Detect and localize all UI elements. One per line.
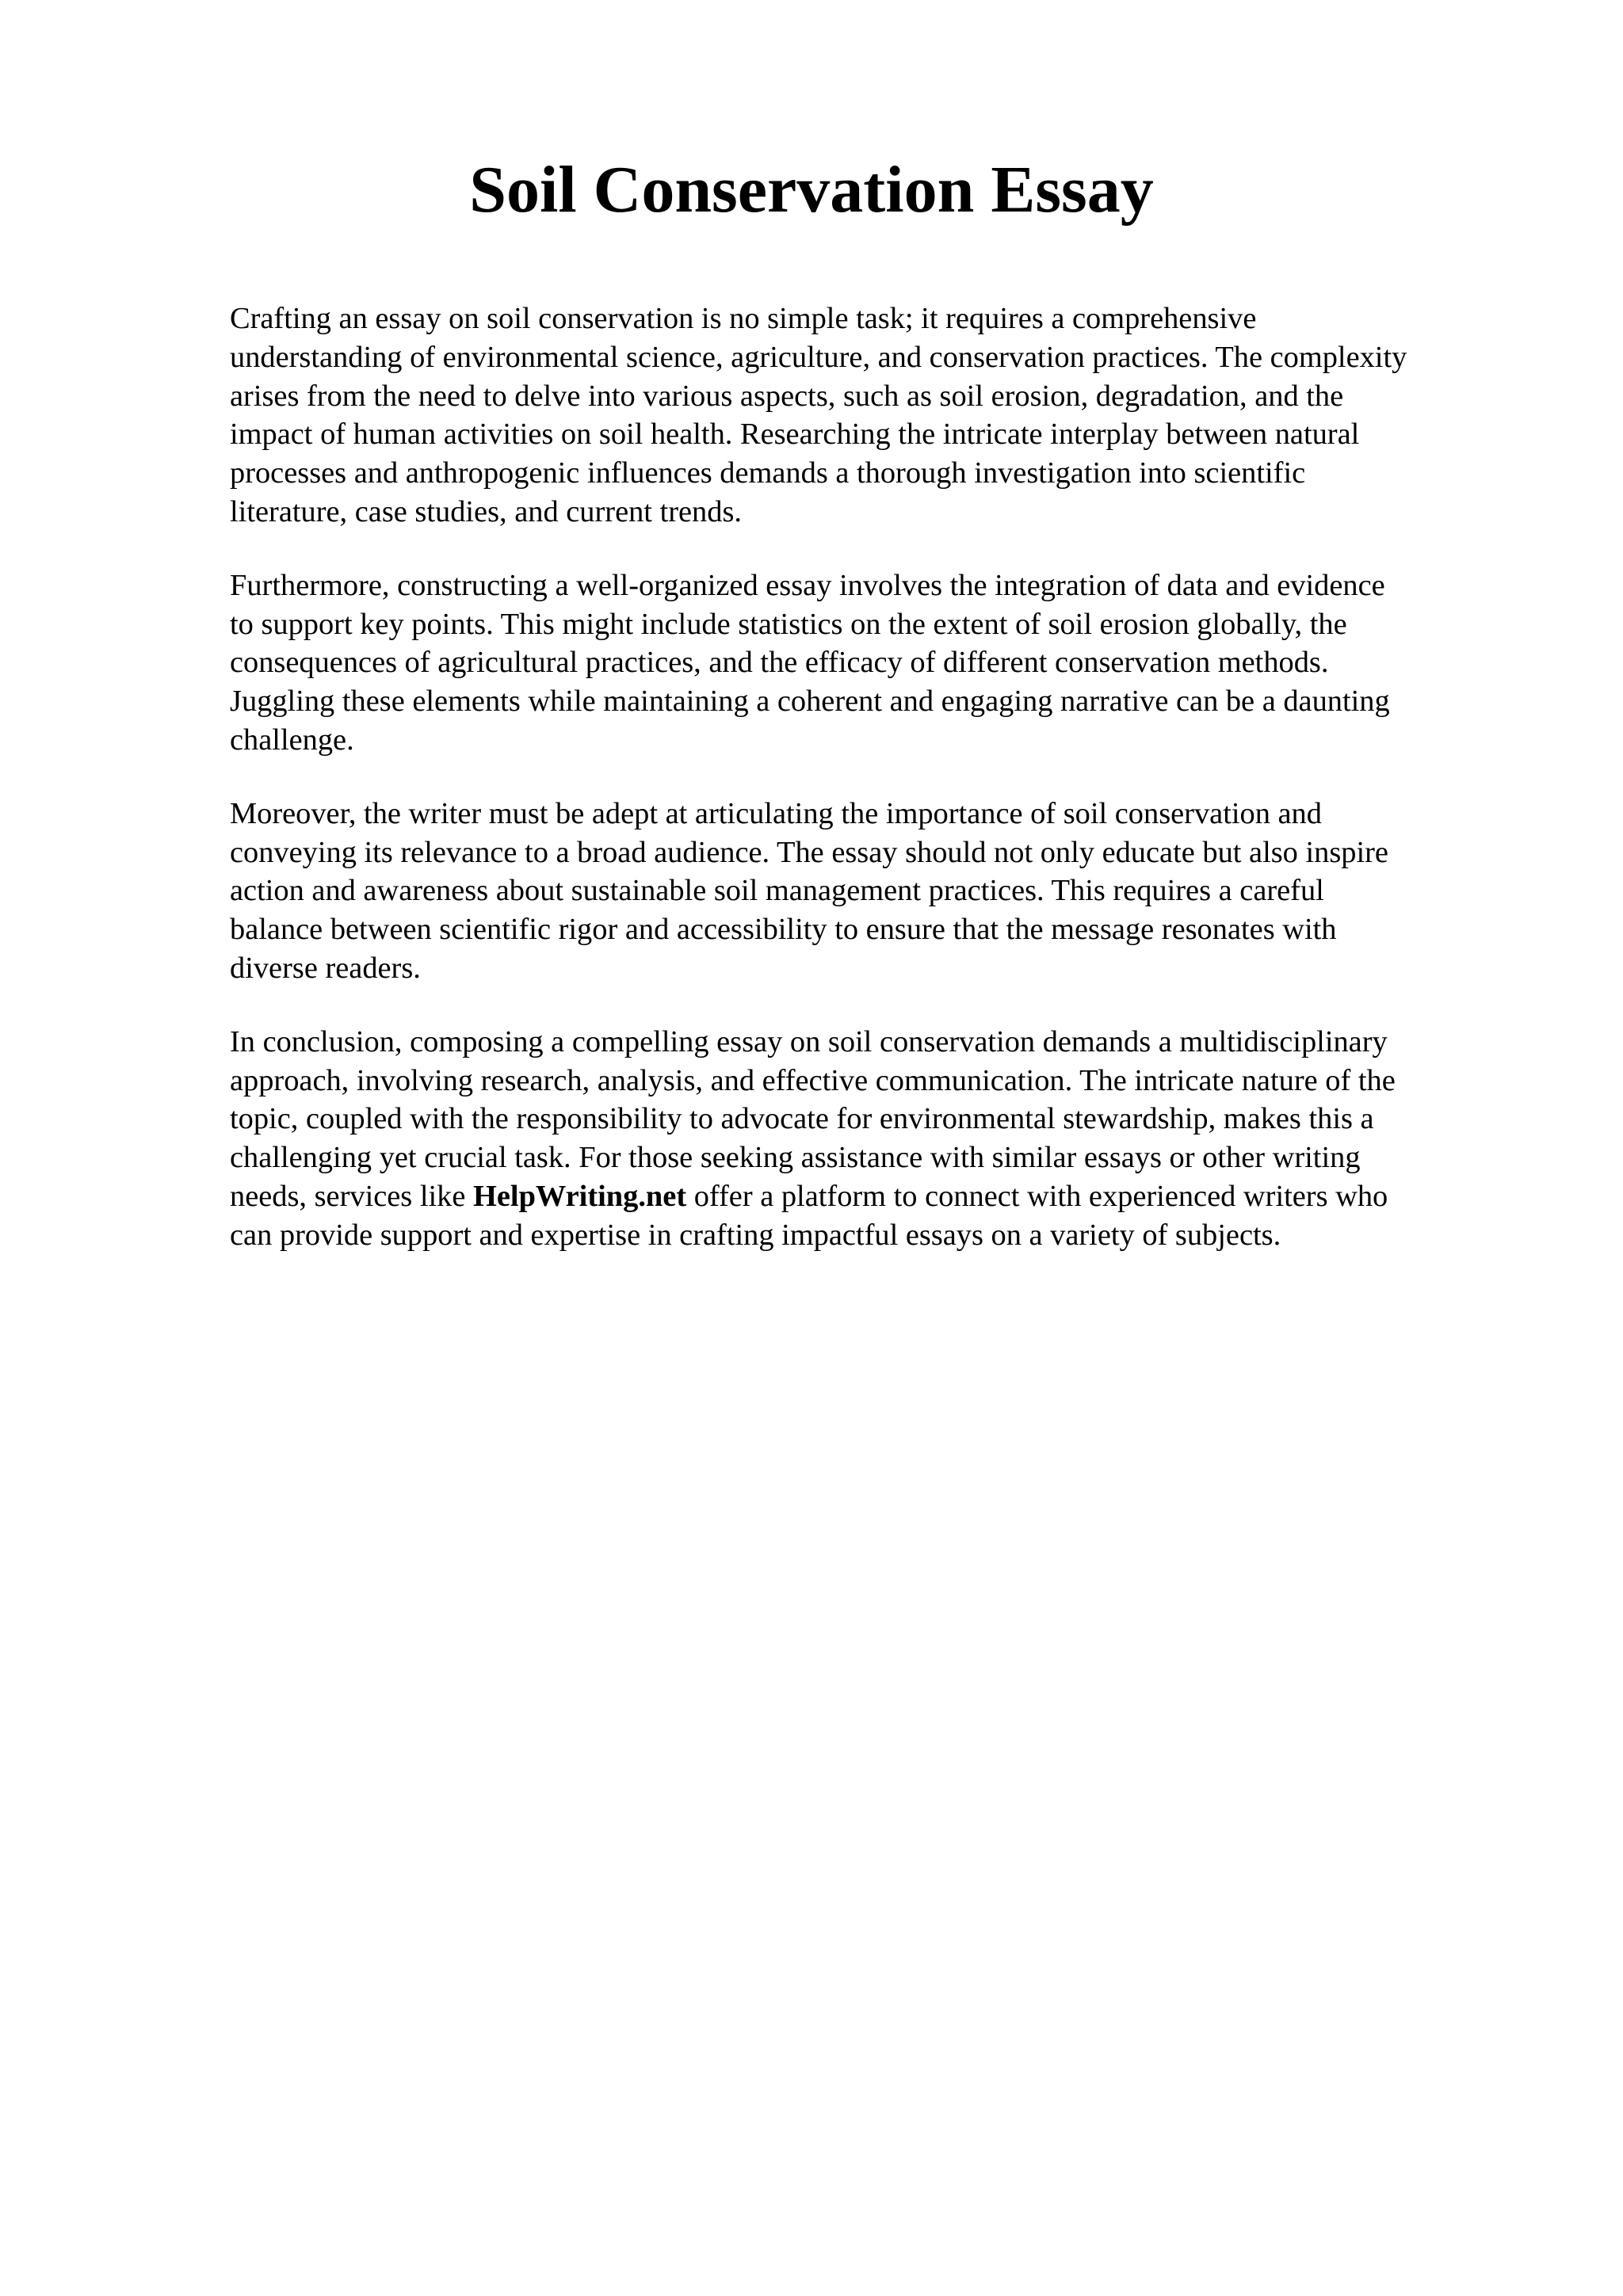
paragraph-line: Juggling these elements while maintaining a coherent and engaging narrative can be a daunting xyxy=(230,685,1390,719)
paragraph-1 xyxy=(230,299,1498,532)
essay-body xyxy=(230,299,1498,1290)
paragraph-line: balance between scientific rigor and accessibility to ensure that the message resonates with xyxy=(230,913,1337,947)
paragraph-line: topic, coupled with the responsibility to advocate for environmental stewardship, makes this a xyxy=(230,1102,1374,1136)
paragraph-4 xyxy=(230,1023,1498,1255)
paragraph-line: Furthermore, constructing a well-organized essay involves the integration of data and evidence xyxy=(230,568,1385,602)
link-line-suffix: offer a platform to connect with experienced writers who xyxy=(686,1179,1388,1213)
paragraph-line: diverse readers. xyxy=(230,951,421,985)
paragraph-line: conveying its relevance to a broad audience. The essay should not only educate but also inspire xyxy=(230,835,1388,869)
paragraph-line: approach, involving research, analysis, and effective communication. The intricate nature of the xyxy=(230,1063,1396,1097)
paragraph-line: action and awareness about sustainable soil management practices. This requires a careful xyxy=(230,874,1324,908)
paragraph-line: consequences of agricultural practices, and the efficacy of different conservation methods. xyxy=(230,646,1329,680)
paragraph-line-with-link xyxy=(230,1177,1498,1216)
paragraph-line: Moreover, the writer must be adept at articulating the importance of soil conservation and xyxy=(230,796,1322,830)
document-title: Soil Conservation Essay xyxy=(469,153,1154,227)
paragraph-line: challenging yet crucial task. For those seeking assistance with similar essays or other writing xyxy=(230,1141,1361,1175)
helpwriting-link[interactable]: HelpWriting.net xyxy=(473,1179,687,1213)
paragraph-line: arises from the need to delve into various aspects, such as soil erosion, degradation, and the xyxy=(230,379,1344,413)
paragraph-line: challenge. xyxy=(230,723,354,757)
paragraph-line: Crafting an essay on soil conservation is no simple task; it requires a comprehensive xyxy=(230,302,1257,335)
paragraph-line: literature, case studies, and current trends. xyxy=(230,494,742,528)
paragraph-line: can provide support and expertise in crafting impactful essays on a variety of subjects. xyxy=(230,1218,1281,1252)
paragraph-3 xyxy=(230,795,1498,988)
paragraph-line: impact of human activities on soil health. Researching the intricate interplay between natural xyxy=(230,418,1360,452)
link-line-prefix: needs, services like xyxy=(230,1179,474,1213)
paragraph-line: to support key points. This might include statistics on the extent of soil erosion globally, the xyxy=(230,607,1347,641)
paragraph-line: In conclusion, composing a compelling essay on soil conservation demands a multidisciplinary xyxy=(230,1024,1388,1058)
paragraph-line: processes and anthropogenic influences demands a thorough investigation into scientific xyxy=(230,456,1306,490)
paragraph-line: understanding of environmental science, agriculture, and conservation practices. The complexity xyxy=(230,340,1407,374)
paragraph-2 xyxy=(230,566,1498,760)
